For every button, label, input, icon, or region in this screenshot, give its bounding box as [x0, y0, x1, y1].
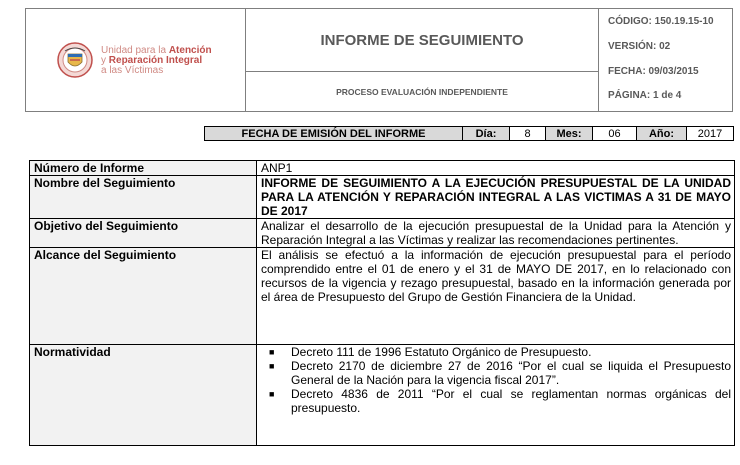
- document-version: VERSIÓN: 02: [608, 41, 671, 52]
- document-code: CÓDIGO: 150.19.15-10: [608, 16, 714, 27]
- table-row: [30, 248, 735, 345]
- row-label: Nombre del Seguimiento: [30, 176, 257, 219]
- report-name: INFORME DE SEGUIMIENTO A LA EJECUCIÓN PRESUPUESTAL DE LA UNIDAD PARA LA ATENCIÓN Y REPARACIÓN INTEGRAL A LAS VICTIMAS A 31 DE MAYO DE 2017: [257, 176, 735, 219]
- report-info-table: [29, 160, 735, 450]
- list-item: ■ Decreto 4836 de 2011 “Por el cual se reglamentan normas orgánicas del presupuesto.: [269, 387, 731, 415]
- list-item: ■ Decreto 111 de 1996 Estatuto Orgánico de Presupuesto.: [269, 345, 592, 359]
- bullet-icon: ■: [269, 361, 275, 371]
- table-row: [30, 176, 735, 219]
- page-number: PÁGINA: 1 de 4: [608, 90, 682, 101]
- coat-of-arms-icon: [57, 42, 93, 78]
- table-row: [30, 161, 735, 176]
- day-value: 8: [509, 126, 546, 141]
- month-label: Mes:: [545, 126, 593, 141]
- day-label: Día:: [462, 126, 510, 141]
- year-value: 2017: [686, 126, 734, 141]
- emission-label: FECHA DE EMISIÓN DEL INFORME: [204, 126, 463, 141]
- logo-wordmark: Unidad para la Atención y Reparación Integral a las Víctimas: [101, 45, 212, 76]
- document-date: FECHA: 09/03/2015: [608, 66, 699, 77]
- row-label: Objetivo del Seguimiento: [30, 219, 257, 248]
- document-title: INFORME DE SEGUIMIENTO: [246, 9, 599, 72]
- bullet-icon: ■: [269, 347, 275, 357]
- document-header: [25, 8, 733, 112]
- logo-cell: [26, 9, 246, 111]
- list-item: ■ Decreto 2170 de diciembre 27 de 2016 “Por el cual se liquida el Presupuesto General de la Nación para la vigencia fiscal 2017”.: [269, 359, 731, 387]
- report-objective: Analizar el desarrollo de la ejecución presupuestal de la Unidad para la Atención y Reparación Integral a las Víctimas y realizar las recomendaciones pertinentes.: [257, 219, 735, 248]
- bullet-icon: ■: [269, 389, 275, 399]
- year-label: Año:: [636, 126, 687, 141]
- table-row: [30, 345, 735, 446]
- row-label: Normatividad: [30, 345, 257, 446]
- process-name: PROCESO EVALUACIÓN INDEPENDIENTE: [246, 72, 599, 111]
- regulations-list: [261, 345, 731, 415]
- report-regulations: [257, 345, 735, 446]
- row-label: Alcance del Seguimiento: [30, 248, 257, 345]
- row-label: Número de Informe: [30, 161, 257, 176]
- report-scope: El análisis se efectuó a la información de ejecución presupuestal para el período comprendido entre el 01 de enero y el 31 de MAYO DE 2017, en lo relacionado con recursos de la vigencia y rezago presupuestal, basado en la información generada por el área de Presupuesto del Grupo de Gestión Financiera de la Unidad.: [257, 248, 735, 345]
- month-value: 06: [592, 126, 637, 141]
- table-row: [30, 219, 735, 248]
- report-number: ANP1: [257, 161, 735, 176]
